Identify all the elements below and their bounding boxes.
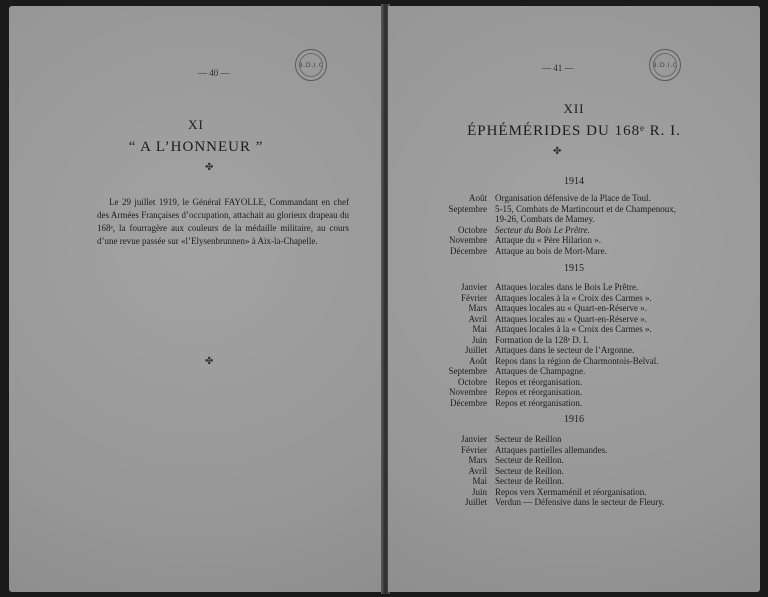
list-item: Mars Attaques locales au « Quart-en-Réserve ». xyxy=(468,303,647,313)
list-item: Janvier Attaques locales dans le Bois Le Prêtre. xyxy=(461,282,639,292)
list-item: Février Attaques locales à la « Croix des Carmes ». xyxy=(461,292,652,303)
list-item: Novembre Attaque du « Père Hilarion ». xyxy=(449,235,601,245)
page-number: — 41 — xyxy=(542,63,574,73)
page-number: — 40 — xyxy=(198,68,230,78)
list-item: Juillet Attaques dans le secteur de l’Argonne. xyxy=(465,345,635,355)
year-heading: 1914 xyxy=(564,176,584,187)
list-item: Février Attaques partielles allemandes. xyxy=(461,444,608,455)
list-item: Octobre Repos et réorganisation. xyxy=(458,376,583,387)
list-item: Septembre Attaques de Champagne. xyxy=(448,366,586,376)
right-page xyxy=(388,6,760,592)
entry-list xyxy=(388,434,760,508)
list-item: 19-26, Combats de Mamey. xyxy=(495,214,595,224)
list-item: Juin Repos vers Xermaménil et réorganisation. xyxy=(471,486,647,497)
list-item: Décembre Repos et réorganisation. xyxy=(450,397,583,408)
list-item: Août Repos dans la région de Charmontois-Belval. xyxy=(469,355,659,366)
list-item: Août Organisation défensive de la Place de Toul. xyxy=(469,193,651,203)
list-item: Avril Attaques locales au « Quart-en-Réserve ». xyxy=(468,313,647,324)
chapter-title: ÉPHÉMÉRIDES DU 168ᵉ R. I. xyxy=(467,123,681,139)
library-stamp: B.D.I.C xyxy=(295,49,327,81)
chapter-number: XII xyxy=(563,101,585,116)
entry-list xyxy=(388,282,760,408)
library-stamp: B.D.I.C xyxy=(649,49,681,81)
chapter-number: XI xyxy=(188,117,204,132)
entry-list xyxy=(388,193,760,256)
list-item: Janvier Secteur de Reillon xyxy=(461,434,562,444)
list-item: Novembre Repos et réorganisation. xyxy=(449,387,583,397)
ornament-icon: ✤ xyxy=(205,356,214,367)
year-heading: 1915 xyxy=(564,263,584,274)
list-item: Juillet Verdun — Défensive dans le secteur de Fleury. xyxy=(465,497,665,507)
ornament-icon: ✤ xyxy=(205,162,214,173)
paragraph: Le 29 juillet 1919, le Général FAYOLLE, Commandant en chef des Armées Françaises d’occupation, attachait au glorieux drapeau du 168ᵉ, la fourragère aux couleurs de la médaille militaire, au cours d’une revue passée sur «l’Elysenbrunnen» à Aix-la-Chapelle. xyxy=(97,197,349,246)
list-item: Mai Secteur de Reillon. xyxy=(472,476,564,486)
year-heading: 1916 xyxy=(564,414,584,425)
chapter-title: “ A L’HONNEUR ” xyxy=(128,139,264,155)
list-item: Avril Secteur de Reillon. xyxy=(468,465,564,476)
list-item: Mai Attaques locales à la « Croix des Carmes ». xyxy=(472,324,652,334)
left-page xyxy=(9,6,383,592)
list-item: Mars Secteur de Reillon. xyxy=(468,455,564,465)
list-item: Octobre Secteur du Bois Le Prêtre. xyxy=(458,224,590,235)
list-item: Juin Formation de la 128ᵉ D. I. xyxy=(471,334,589,345)
list-item: Décembre Attaque au bois de Mort-Mare. xyxy=(450,245,607,256)
list-item: Septembre 5-15, Combats de Martincourt et de Champenoux, xyxy=(448,203,676,214)
ornament-icon: ✤ xyxy=(553,146,562,157)
